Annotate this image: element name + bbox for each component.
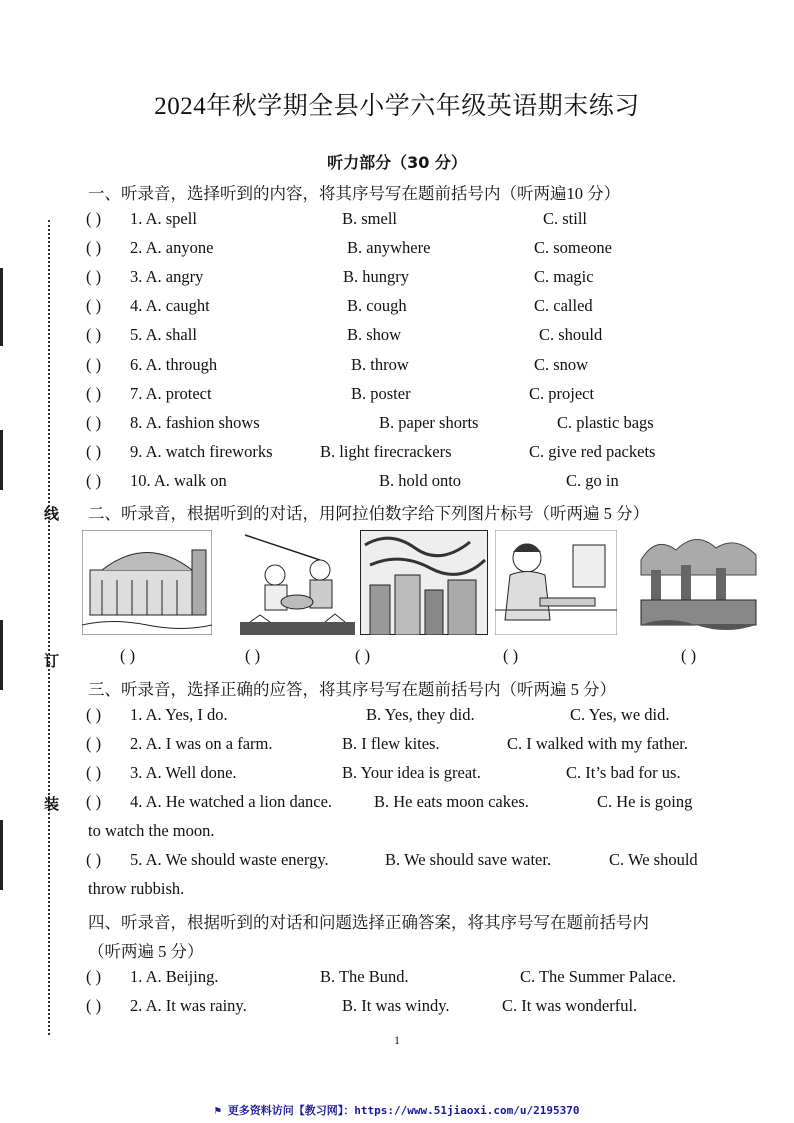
option-b: B. throw bbox=[351, 354, 409, 374]
option-a: 7. A. protect bbox=[130, 383, 212, 403]
option-b: B. hold onto bbox=[379, 470, 462, 490]
margin-bar-3 bbox=[0, 620, 3, 690]
option-a: 3. A. Well done. bbox=[130, 763, 237, 782]
binder-label-bind: 装 bbox=[44, 797, 60, 813]
picture-number-paren[interactable]: ( ) bbox=[355, 646, 371, 665]
section2-heading: 二、听录音，根据听到的对话，用阿拉伯数字给下列图片标号（听两遍 5 分） bbox=[88, 504, 649, 523]
option-c: C. We should bbox=[609, 850, 698, 869]
option-c: C. Yes, we did. bbox=[570, 705, 670, 724]
option-b: B. Yes, they did. bbox=[366, 705, 475, 724]
option-b: B. smell bbox=[342, 209, 398, 228]
answer-paren[interactable]: ( ) bbox=[86, 209, 102, 228]
option-b: B. The Bund. bbox=[320, 967, 409, 986]
answer-paren[interactable]: ( ) bbox=[86, 296, 102, 316]
option-a: 1. A. spell bbox=[130, 209, 197, 228]
option-a: 9. A. watch fireworks bbox=[130, 441, 273, 461]
flag-icon: ⚑ bbox=[214, 1104, 228, 1117]
picture-number-paren[interactable]: ( ) bbox=[503, 646, 519, 665]
option-c: C. go in bbox=[566, 470, 619, 490]
option-b: B. I flew kites. bbox=[342, 734, 440, 753]
option-a: 10. A. walk on bbox=[130, 470, 227, 490]
option-b: B. We should save water. bbox=[385, 850, 552, 869]
option-a: 2. A. anyone bbox=[130, 238, 214, 258]
binder-label-order: 订 bbox=[44, 654, 60, 670]
section1-heading: 一、听录音，选择听到的内容，将其序号写在题前括号内（听两遍10 分） bbox=[88, 184, 621, 203]
option-c: C. project bbox=[529, 383, 595, 403]
margin-bar-1 bbox=[0, 268, 3, 346]
building-picture bbox=[82, 530, 212, 635]
option-a: 1. A. Beijing. bbox=[130, 967, 219, 986]
listening-header: 听力部分（30 分） bbox=[327, 153, 467, 172]
option-c: C. He is going bbox=[597, 792, 693, 811]
option-c: C. It was wonderful. bbox=[502, 996, 638, 1015]
option-c: C. The Summer Palace. bbox=[520, 967, 676, 986]
option-a: 4. A. He watched a lion dance. bbox=[130, 792, 333, 811]
answer-paren[interactable]: ( ) bbox=[86, 354, 102, 374]
option-c: C. snow bbox=[534, 354, 589, 374]
option-b: B. cough bbox=[347, 296, 407, 316]
factory-pollution-picture bbox=[636, 530, 761, 635]
option-a: 8. A. fashion shows bbox=[130, 412, 260, 432]
option-b: B. anywhere bbox=[347, 238, 431, 258]
answer-paren[interactable]: ( ) bbox=[86, 763, 102, 782]
answer-paren[interactable]: ( ) bbox=[86, 792, 102, 811]
answer-paren[interactable]: ( ) bbox=[86, 850, 102, 869]
answer-paren[interactable]: ( ) bbox=[86, 383, 102, 403]
option-b: B. hungry bbox=[343, 267, 409, 287]
footer-text: 更多资料访问【教习网】：https://www.51jiaoxi.com/u/2195370 bbox=[227, 1104, 580, 1117]
page-number: 1 bbox=[394, 1033, 400, 1047]
page-title: 2024年秋学期全县小学六年级英语期末练习 bbox=[154, 93, 640, 120]
section4-heading-line2: （听两遍 5 分） bbox=[88, 942, 204, 961]
footer-link[interactable] bbox=[0, 1102, 794, 1118]
option-a: 4. A. caught bbox=[130, 296, 210, 316]
option-a: 2. A. I was on a farm. bbox=[130, 734, 273, 753]
margin-bar-2 bbox=[0, 430, 3, 490]
option-a: 6. A. through bbox=[130, 354, 218, 374]
option-c: C. give red packets bbox=[529, 441, 656, 461]
option-c: C. magic bbox=[534, 267, 594, 287]
option-c: C. called bbox=[534, 296, 593, 316]
section4-heading-line1: 四、听录音，根据听到的对话和问题选择正确答案，将其序号写在题前括号内 bbox=[88, 913, 649, 932]
option-c: C. I walked with my father. bbox=[507, 734, 689, 753]
option-a: 1. A. Yes, I do. bbox=[130, 705, 228, 724]
option-b: B. He eats moon cakes. bbox=[374, 792, 529, 811]
option-c: C. It’s bad for us. bbox=[566, 763, 681, 782]
option-c-continued: throw rubbish. bbox=[88, 879, 185, 898]
answer-paren[interactable]: ( ) bbox=[86, 705, 102, 724]
answer-paren[interactable]: ( ) bbox=[86, 470, 102, 490]
answer-paren[interactable]: ( ) bbox=[86, 238, 102, 258]
option-b: B. poster bbox=[351, 383, 411, 403]
option-c: C. someone bbox=[534, 238, 612, 258]
option-a: 3. A. angry bbox=[130, 267, 204, 287]
answer-paren[interactable]: ( ) bbox=[86, 441, 102, 461]
margin-bar-4 bbox=[0, 820, 3, 890]
binder-label-line: 线 bbox=[44, 507, 60, 523]
binding-dotted-line bbox=[48, 220, 50, 1035]
option-b: B. It was windy. bbox=[342, 996, 450, 1015]
answer-paren[interactable]: ( ) bbox=[86, 967, 102, 986]
picture-number-paren[interactable]: ( ) bbox=[681, 646, 697, 665]
answer-paren[interactable]: ( ) bbox=[86, 734, 102, 753]
section3-heading: 三、听录音，选择正确的应答，将其序号写在题前括号内（听两遍 5 分） bbox=[88, 680, 616, 699]
answer-paren[interactable]: ( ) bbox=[86, 996, 102, 1015]
answer-paren[interactable]: ( ) bbox=[86, 412, 102, 432]
option-a: 5. A. We should waste energy. bbox=[130, 850, 329, 869]
option-c-continued: to watch the moon. bbox=[88, 821, 215, 840]
answer-paren[interactable]: ( ) bbox=[86, 325, 102, 345]
option-a: 2. A. It was rainy. bbox=[130, 996, 247, 1015]
option-c: C. should bbox=[539, 325, 603, 345]
picture-number-paren[interactable]: ( ) bbox=[245, 646, 261, 665]
answer-paren[interactable]: ( ) bbox=[86, 267, 102, 287]
option-a: 5. A. shall bbox=[130, 325, 197, 345]
option-c: C. still bbox=[543, 209, 588, 228]
computer-girl-picture bbox=[495, 530, 617, 635]
option-b: B. show bbox=[347, 325, 402, 345]
picture-number-paren[interactable]: ( ) bbox=[120, 646, 136, 665]
fishing-picture bbox=[240, 530, 355, 635]
option-c: C. plastic bags bbox=[557, 412, 654, 432]
option-b: B. paper shorts bbox=[379, 412, 479, 432]
option-b: B. light firecrackers bbox=[320, 441, 452, 461]
option-b: B. Your idea is great. bbox=[342, 763, 481, 782]
city-smoke-picture bbox=[360, 530, 488, 635]
